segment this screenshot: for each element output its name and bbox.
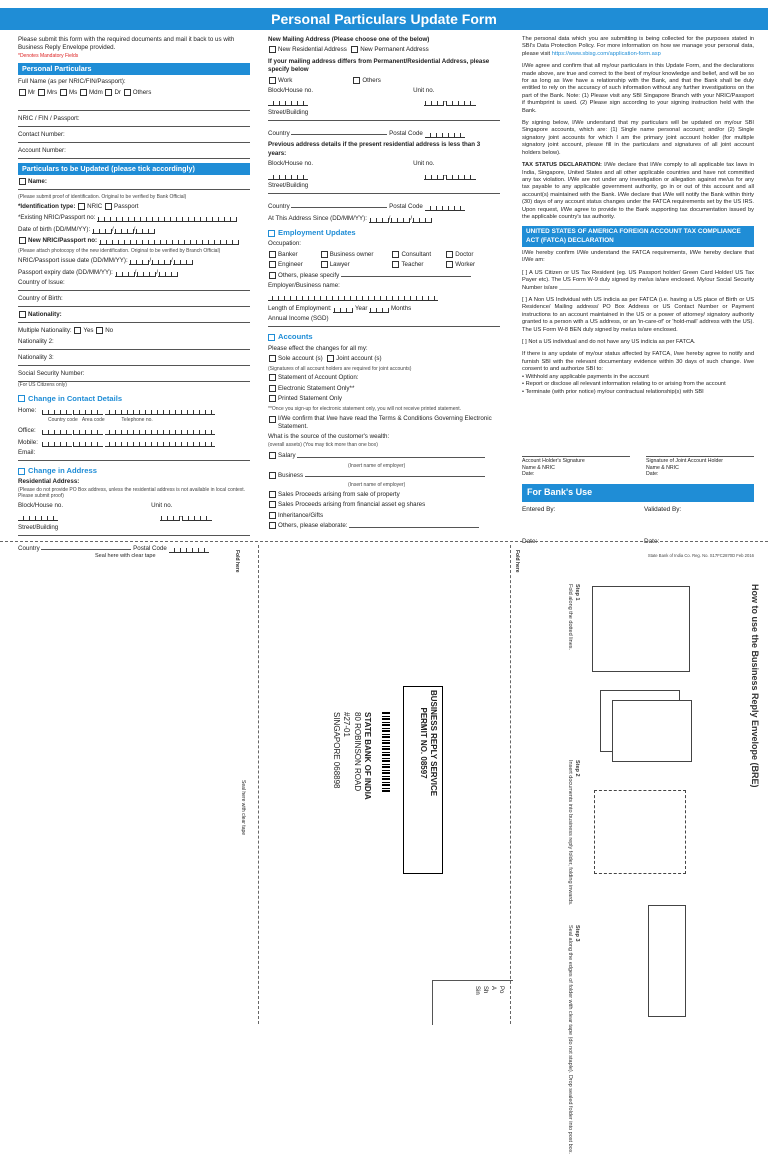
- joint-name-label: Name & NRIC: [646, 464, 679, 471]
- salary-field[interactable]: [297, 457, 485, 458]
- salutation-options: [18, 89, 250, 98]
- postal-barcode: [382, 712, 390, 792]
- nationality3-label: Nationality 3:: [18, 353, 54, 361]
- email-field[interactable]: [18, 449, 250, 461]
- checkbox-business-owner[interactable]: [321, 251, 328, 258]
- statement-note: **Once you sign-up for electronic statement only, you will not receive printed statement.: [268, 405, 462, 412]
- salutation-mdm: Mdm: [88, 88, 103, 96]
- fold-line-right: [510, 545, 511, 1024]
- occ-lawyer: Lawyer: [329, 261, 350, 269]
- checkbox-work[interactable]: [269, 77, 276, 84]
- name-note: (Please submit proof of identification. Original to be verified by Bank Official): [18, 193, 187, 200]
- full-name-label: Full Name (as per NRIC/FIN/Passport):: [18, 78, 126, 86]
- column-declarations: [522, 36, 754, 558]
- length-label: Length of Employment:: [268, 305, 332, 313]
- checkbox-others[interactable]: [124, 89, 131, 96]
- address-line-1: STATE BANK OF INDIA: [363, 712, 372, 800]
- step-2-title: Step 2: [574, 760, 580, 777]
- mail-unit-number[interactable]: [446, 97, 476, 106]
- seal-top-text: Seal here with clear tape: [95, 553, 156, 559]
- checkbox-address-change[interactable]: [18, 468, 25, 475]
- multi-no: No: [105, 327, 114, 335]
- step-1-illustration: [592, 586, 690, 672]
- wealth-sale-financial: Sales Proceeds arising from financial asset eg shares: [278, 501, 426, 509]
- employer-label: Employer/Business name:: [268, 282, 340, 290]
- fatca-bullet-1: • Withhold any applicable payments in the account: [522, 373, 649, 380]
- statement-label: Statement of Account Option:: [278, 374, 359, 382]
- reply-line-1: BUSINESS REPLY SERVICE: [429, 690, 438, 797]
- column-mailing: New Mailing Address (Please choose one of the below) New Residential Address New Permanent Address If your mailing address differs from Permanent/Residential Address, please specify below Work Others Block/House no. Unit no. - Street/Building Country Postal Code Previous address details if the present residential address is less than 3 years: Block/House no. Unit no. - Street/Building Country Postal Code At This Address Since (DD/MM/YY): Employment Updates Occupation: Banker Business owner Consultant Doctor Engineer Lawyer Teacher Worker Others, please specify Employer/Business name: Length of Employment: Year Months Annual Income (SGD) Accounts Please effect the changes for all my: Sole account (s) Joint account (s) (Signatures of all account holders are required for joint accounts) Statement of Account Option: Electronic Statement Only** Printed Statement Only **Once you sign-up for electronic statement only, you will not receive printed statement. I/We confirm that I/we have read the Terms & Conditions Governing Electronic Statement. What is the source of the customer's wealth: (overall assets) (You may tick more than one box) Salary (Insert name of employer) Business (Insert name of employer) Sales Proceeds arising from sale of property Sales Proceeds arising from financial asset eg shares Inheritance/Gifts Others, please elaborate:: [268, 36, 500, 533]
- postal-boxes[interactable]: [169, 544, 209, 553]
- checkbox-sale-property[interactable]: [269, 491, 276, 498]
- expiry-year[interactable]: [158, 268, 178, 277]
- checkbox-mdm[interactable]: [80, 89, 87, 96]
- issue-year[interactable]: [173, 256, 193, 265]
- occupations-row2: [268, 261, 500, 270]
- account-label: Account Number:: [18, 147, 66, 155]
- business-reply-text: [417, 690, 438, 796]
- address-line-2: 80 ROBINSON ROAD: [352, 712, 362, 792]
- contact-label: Contact Number:: [18, 131, 65, 139]
- ssn-field[interactable]: [18, 370, 250, 382]
- income-label: Annual Income (SGD): [268, 315, 329, 323]
- country-issue-field[interactable]: [18, 279, 250, 291]
- checkbox-accounts[interactable]: [268, 334, 275, 341]
- fatca-option-us[interactable]: [ ] A US Citizen or US Tax Resident (eg. US Passport holder/ Green Card Holder/ US Tax Payer etc). The US Form W-9 duly signed by me/us is/are enclosed. My/our Social Security Number is/are ________________: [522, 269, 754, 291]
- fold-here-left: Fold here: [234, 550, 240, 573]
- code-label-area: Area code: [81, 417, 105, 424]
- checkbox-joint[interactable]: [327, 355, 334, 362]
- wealth-sale-property: Sales Proceeds arising from sale of property: [278, 491, 400, 499]
- checkbox-confirm-terms[interactable]: [269, 416, 276, 423]
- step-2-text: Insert documents into business reply folder, folding inwards.: [566, 760, 573, 906]
- checkbox-sale-financial[interactable]: [269, 501, 276, 508]
- since-month[interactable]: [390, 214, 410, 223]
- street-label: Street/Building: [18, 523, 59, 531]
- personal-particulars-header: Personal Particulars: [18, 63, 250, 75]
- joint-signature-label: Signature of Joint Account Holder: [646, 457, 723, 464]
- mandatory-note: *Denotes Mandatory Fields: [18, 52, 79, 59]
- country-birth-label: Country of Birth:: [18, 295, 63, 303]
- country-field[interactable]: [41, 549, 131, 550]
- name-field[interactable]: [18, 178, 250, 190]
- fatca-intro: I/We hereby confirm I/We understand the FATCA requirements, I/We hereby declare that I/We am:: [522, 250, 754, 264]
- occ-consultant: Consultant: [401, 250, 432, 258]
- fatca-change: If there is any update of my/our status affected by FATCA, I/we hereby agree to notify and furnish SBI with the relevant documentary evidence within 30 days of such change. I/we consent to and authorize SBI to:: [522, 351, 754, 373]
- to-update-header: Particulars to be Updated (please tick accordingly): [18, 163, 250, 175]
- prev-postal-label: Postal Code: [389, 203, 423, 211]
- fatca-header: UNITED STATES OF AMERICA FOREIGN ACCOUNT TAX COMPLIANCE ACT (FATCA) DECLARATION: [522, 226, 754, 247]
- new-nric-note: (Please attach photocopy of the new identification. Original to be verified by Branch Official): [18, 247, 221, 254]
- checkbox-inheritance[interactable]: [269, 512, 276, 519]
- prev-country-field[interactable]: [291, 207, 387, 208]
- prev-block-boxes[interactable]: [268, 171, 308, 180]
- issue-date-label: NRIC/Passport issue date (DD/MM/YY):: [18, 257, 128, 265]
- seal-side-text: Seal here with clear tape: [240, 780, 246, 836]
- option-new-permanent: New Permanent Address: [360, 46, 429, 54]
- occ-teacher: Teacher: [401, 261, 424, 269]
- address-change-header: [18, 466, 250, 476]
- business-field[interactable]: [305, 476, 485, 477]
- occupations-row1: [268, 251, 500, 260]
- checkbox-nationality[interactable]: [19, 311, 26, 318]
- prev-street-label: Street/Building: [268, 182, 309, 190]
- occ-banker: Banker: [278, 250, 298, 258]
- occ-engineer: Engineer: [278, 261, 303, 269]
- statement-printed: Printed Statement Only: [278, 395, 342, 403]
- prev-postal-boxes[interactable]: [425, 202, 465, 211]
- joint-date-label: Date:: [646, 471, 659, 478]
- nationality-label: Nationality:: [28, 311, 62, 319]
- checkbox-printed[interactable]: [269, 395, 276, 402]
- nationality2-field[interactable]: [18, 338, 250, 350]
- step-1-text: Fold along the dotted lines.: [566, 584, 573, 651]
- step-3-title: Step 3: [574, 925, 580, 942]
- wealth-salary: Salary: [278, 452, 296, 460]
- salutation-dr: Dr: [114, 88, 121, 96]
- corner-text-4: Sin: [473, 986, 480, 995]
- id-type-label: *Identification type:: [18, 202, 76, 210]
- step-2: [566, 760, 580, 906]
- country-birth-field[interactable]: [18, 295, 250, 307]
- fold-here-right: Fold here: [514, 550, 520, 573]
- privacy-link[interactable]: https://www.sbisg.com/application-form.asp: [551, 50, 661, 57]
- statement-electronic: Electronic Statement Only**: [278, 384, 355, 392]
- code-label-telephone: Telephone no.: [121, 417, 153, 424]
- account-sole: Sole account (s): [278, 355, 323, 363]
- home-code-labels: [18, 417, 250, 424]
- occupation-label: Occupation:: [268, 240, 302, 248]
- salutation-mrs: Mrs: [46, 88, 58, 96]
- office-area[interactable]: [73, 426, 103, 435]
- address-change-title: Change in Address: [28, 466, 97, 476]
- accounts-header: [268, 332, 500, 342]
- privacy-body: The personal data which you are submitting is being collected for the purposes stated in SBI's Data Protection Policy. For more information on how we manage your personal data, please visit: [522, 36, 754, 57]
- joint-signature[interactable]: [646, 456, 754, 478]
- fatca-option-non-us[interactable]: [ ] Not a US individual and do not have any US indicia as per FATCA.: [522, 339, 696, 346]
- fatca-bullet-3: • Terminate (with prior notice) my/our contractual relationship(s) with SBI: [522, 388, 704, 395]
- checkbox-business[interactable]: [269, 472, 276, 479]
- checkbox-name[interactable]: [19, 178, 26, 185]
- nric-label: NRIC / FIN / Passport:: [18, 115, 80, 123]
- account-joint: Joint account (s): [336, 355, 382, 363]
- issue-day[interactable]: [129, 256, 149, 265]
- employer-boxes[interactable]: [268, 292, 438, 301]
- howto-title: How to use the Business Reply Envelope (BRE): [750, 584, 760, 788]
- step-1-folded-b: [612, 700, 692, 762]
- fatca-option-indicia[interactable]: [ ] A Non US Individual with US indicia as per FATCA (i.e. having a US place of Birth or US Residence/ Mailing address/ PO Box Address or US Contact Number or Payment instructions to an account maintained in the US or a power of attorney/ signatory authority granted to a person with a US address, or an 'in-care-of' or 'hold-mail' address with the US). The US Form W-8 BEN duly signed by me/us is/are enclosed.: [522, 297, 754, 333]
- prev-unit-floor[interactable]: [424, 171, 444, 180]
- checkbox-mail-others[interactable]: [353, 77, 360, 84]
- checkbox-ms[interactable]: [60, 89, 67, 96]
- employment-title: Employment Updates: [278, 228, 356, 238]
- nationality2-label: Nationality 2:: [18, 337, 54, 345]
- mail-unit-floor[interactable]: [424, 97, 444, 106]
- contact-field[interactable]: [18, 131, 250, 143]
- previous-header: Previous address details if the present residential address is less than 3 years:: [268, 141, 481, 157]
- salutation-ms: Ms: [69, 88, 78, 96]
- length-year[interactable]: [333, 304, 353, 313]
- code-label-country: Country code: [48, 417, 78, 424]
- prev-unit-number[interactable]: [446, 171, 476, 180]
- step-3-text: Seal along the edges of folder with clear tape (do not staple). Drop sealed folder into post box.: [566, 925, 573, 1154]
- option-work: Work: [278, 76, 293, 84]
- since-year[interactable]: [412, 214, 432, 223]
- name-label: Name:: [28, 177, 47, 185]
- unit-label: Unit no.: [151, 502, 173, 510]
- checkbox-statement[interactable]: [269, 374, 276, 381]
- occ-worker: Worker: [455, 261, 476, 269]
- unit-number[interactable]: [182, 512, 212, 521]
- since-day[interactable]: [369, 214, 389, 223]
- tax-declaration: [522, 162, 754, 221]
- validated-by: Validated By:: [644, 505, 682, 513]
- checkbox-new-nric[interactable]: [19, 237, 26, 244]
- fold-line-left: [258, 545, 259, 1024]
- wealth-note: (overall assets) (You may tick more than one box): [268, 441, 378, 448]
- mobile-label: Mobile:: [18, 438, 38, 446]
- email-label: Email:: [18, 449, 36, 457]
- checkbox-employment[interactable]: [268, 230, 275, 237]
- block-boxes[interactable]: [18, 512, 58, 521]
- signing-text: By signing below, I/We understand that my particulars will be updated on my/our SBI Singapore accounts, which are: (1) Single name personal account; and/or (2) Single signatory joint accounts for which I am the primary joint account holder (for multiple signatory joint account, please fill in the particulars and signatures of all joint account holders below).: [522, 120, 754, 156]
- checkbox-mrs[interactable]: [38, 89, 45, 96]
- form-title: Personal Particulars Update Form: [0, 8, 768, 30]
- mobile-area[interactable]: [73, 438, 103, 447]
- occ-others-label: Others, please specify: [278, 271, 340, 279]
- occ-doctor: Doctor: [455, 250, 474, 258]
- nationality-field[interactable]: [18, 311, 250, 323]
- checkbox-consultant[interactable]: [392, 251, 399, 258]
- nric-field[interactable]: [18, 115, 250, 127]
- postal-label: Postal Code: [133, 545, 167, 553]
- multiple-nationality-label: Multiple Nationality:: [18, 327, 72, 335]
- reply-line-2: PERMIT NO. 08597: [418, 707, 428, 779]
- mobile-number[interactable]: [105, 438, 215, 447]
- wealth-others-field[interactable]: [349, 527, 479, 528]
- primary-date-label: Date:: [522, 471, 535, 478]
- checkbox-wealth-others[interactable]: [269, 522, 276, 529]
- mail-block-boxes[interactable]: [268, 97, 308, 106]
- footer-reg: State Bank of India Co. Reg. No. S17FC2870D Feb 2016: [647, 552, 754, 558]
- primary-name-label: Name & NRIC: [522, 464, 555, 471]
- checkbox-sole[interactable]: [269, 355, 276, 362]
- wealth-others: Others, please elaborate:: [278, 522, 348, 530]
- new-nric-label: New NRIC/Passport no:: [28, 237, 98, 245]
- corner-text-2: A: [489, 986, 496, 991]
- address-line-4: SINGAPORE 068898: [331, 712, 341, 789]
- checkbox-occ-others[interactable]: [269, 272, 276, 279]
- dob-month[interactable]: [114, 225, 134, 234]
- checkbox-lawyer[interactable]: [321, 261, 328, 268]
- office-label: Office:: [18, 427, 36, 435]
- country-issue-label: Country of Issue:: [18, 279, 65, 287]
- existing-nric-label: *Existing NRIC/Passport no:: [18, 214, 96, 222]
- bank-date-1: Date:: [522, 538, 538, 546]
- corner-cut-text: [473, 986, 505, 995]
- new-nric-boxes[interactable]: [99, 236, 239, 245]
- country-label: Country: [18, 545, 40, 553]
- mailing-header: New Mailing Address (Please choose one of the below): [268, 36, 430, 43]
- wealth-label: What is the source of the customer's wealth:: [268, 433, 390, 441]
- account-field[interactable]: [18, 147, 250, 159]
- home-number[interactable]: [105, 406, 215, 415]
- checkbox-salary[interactable]: [269, 452, 276, 459]
- employment-header: [268, 228, 500, 238]
- mail-country-label: Country: [268, 130, 290, 138]
- expiry-label: Passport expiry date (DD/MM/YY):: [18, 268, 113, 276]
- accounts-intro: Please effect the changes for all my:: [268, 344, 368, 352]
- tax-label: TAX STATUS DECLARATION:: [522, 162, 602, 169]
- contact-details-header: [18, 394, 250, 404]
- checkbox-worker[interactable]: [446, 261, 453, 268]
- nationality3-field[interactable]: [18, 354, 250, 366]
- address-line-3: #27-01: [342, 712, 352, 737]
- step-3: [566, 925, 580, 1154]
- street-field[interactable]: [18, 524, 250, 536]
- prev-street-field[interactable]: [268, 182, 500, 194]
- option-new-residential: New Residential Address: [278, 46, 347, 54]
- expiry-month[interactable]: [136, 268, 156, 277]
- checkbox-doctor[interactable]: [446, 251, 453, 258]
- intro-text: Please submit this form with the required documents and mail it back to us with Business Reply Envelope provided.: [18, 36, 235, 52]
- unit-floor[interactable]: [160, 512, 180, 521]
- existing-nric-boxes[interactable]: [97, 213, 237, 222]
- step-2-illustration: [594, 790, 686, 874]
- salutation-others: Others: [132, 88, 152, 96]
- occ-others-field[interactable]: [341, 276, 471, 277]
- wealth-business: Business: [278, 471, 304, 479]
- ssn-label: Social Security Number:: [18, 369, 85, 377]
- home-area[interactable]: [73, 406, 103, 415]
- prev-country-label: Country: [268, 203, 290, 211]
- checkbox-multi-yes[interactable]: [74, 327, 81, 334]
- checkbox-new-permanent[interactable]: [351, 46, 358, 53]
- bank-date-2: Date:: [644, 538, 660, 546]
- block-label: Block/House no.: [18, 502, 64, 510]
- option-others: Others: [362, 76, 381, 84]
- entered-by: Entered By:: [522, 505, 556, 513]
- mail-street-label: Street/Building: [268, 108, 309, 116]
- dob-year[interactable]: [135, 225, 155, 234]
- office-number[interactable]: [105, 426, 215, 435]
- checkbox-mr[interactable]: [19, 89, 26, 96]
- mobile-country[interactable]: [42, 438, 72, 447]
- business-hint: (Insert name of employer): [348, 482, 406, 489]
- checkbox-teacher[interactable]: [392, 261, 399, 268]
- tax-text: I/We declare that I/We comply to all applicable tax laws in India, Singapore, United States and all other applicable countries and have not committed any tax violation. I/We are not under any investigation or allegation against me/us for any tax payable to any applicable government authority, go in or out of this account and all account(s) maintained with the Bank. I/We declare that I/We will notify the Bank within thirty (30) days of any account status changes under the FATCA requirements set by the US IRS. Upon request, I/We agree to provide to the Bank supporting tax documentation issued by the applicable country's tax authority.: [522, 162, 754, 220]
- expiry-day[interactable]: [115, 268, 135, 277]
- differs-header: If your mailing address differs from Permanent/Residential Address, please specify below: [268, 57, 490, 74]
- checkbox-new-residential[interactable]: [269, 46, 276, 53]
- primary-signature-label: Account Holder's Signature: [522, 457, 585, 464]
- checkbox-banker[interactable]: [269, 251, 276, 258]
- accounts-title: Accounts: [278, 332, 313, 342]
- issue-month[interactable]: [151, 256, 171, 265]
- accounts-note: (Signatures of all account holders are required for joint accounts): [268, 365, 412, 372]
- full-name-field[interactable]: [18, 99, 250, 111]
- step-1: [566, 584, 580, 650]
- step-1-title: Step 1: [574, 584, 580, 601]
- prev-block-label: Block/House no.: [268, 160, 314, 168]
- mail-block-label: Block/House no.: [268, 87, 314, 95]
- checkbox-contact-details[interactable]: [18, 395, 25, 402]
- home-country[interactable]: [42, 406, 72, 415]
- checkbox-engineer[interactable]: [269, 261, 276, 268]
- bank-use-entered-row: [522, 506, 754, 514]
- checkbox-passport[interactable]: [105, 203, 112, 210]
- bank-use-header: For Bank's Use: [522, 484, 754, 502]
- step-3-illustration: [648, 905, 686, 1017]
- bank-use-date-row: [522, 538, 754, 546]
- year-label: Year: [354, 305, 368, 313]
- home-label: Home:: [18, 406, 37, 414]
- since-label: At This Address Since (DD/MM/YY):: [268, 214, 367, 222]
- bank-address: [330, 712, 372, 800]
- office-country[interactable]: [42, 426, 72, 435]
- multi-yes: Yes: [83, 327, 94, 335]
- id-type-passport: Passport: [114, 202, 139, 210]
- primary-signature[interactable]: [522, 456, 630, 478]
- privacy-text: [522, 36, 754, 58]
- ssn-note: (For US Citizens only): [18, 381, 67, 388]
- prev-unit-label: Unit no.: [413, 160, 435, 168]
- signature-row: [522, 456, 754, 478]
- mail-postal-label: Postal Code: [389, 130, 423, 138]
- checkbox-multi-no[interactable]: [96, 327, 103, 334]
- residential-note: (Please do not provide PO Box address, unless the residential address is not available in local context. Please submit proof): [18, 486, 246, 500]
- declaration-text: I/We agree and confirm that all my/our particulars in this Update Form, and the declarations made above, are true and correct to the best of my/our knowledge and belief, and will be so for as long as I/we have a relationship with the Bank, and that the Bank shall be duly entitled to rely on the accuracy of such information without any further investigations on the part of the Bank. Note: (1) Please visit any SBI Singapore Branch with your NRIC/Passport if thumbprint is used. (2) Please sign according to your signing instruction held with the Bank.: [522, 63, 754, 114]
- contact-details-title: Change in Contact Details: [28, 393, 123, 403]
- wealth-inheritance: Inheritance/Gifts: [278, 512, 324, 520]
- salary-hint: (Insert name of employer): [348, 462, 406, 469]
- residential-label: Residential Address:: [18, 478, 80, 486]
- checkbox-electronic[interactable]: [269, 385, 276, 392]
- column-personal: Please submit this form with the required documents and mail it back to us with Business Reply Envelope provided. *Denotes Mandatory Fields Personal Particulars Full Name (as per NRIC/FIN/Passport): Mr Mrs Ms Mdm Dr Others NRIC / FIN / Passport: Contact Number: Account Number: Particulars to be Updated (please tick accordingly) Name: (Please submit proof of identification. Original to be verified by Bank Official) *Identification type: NRIC Passport *Existing NRIC/Passport no: Date of birth (DD/MM/YY): New NRIC/Passport no: (Please attach photocopy of the new identification. Original to be verified by Branch Official) NRIC/Passport issue date (DD/MM/YY): Passport expiry date (DD/MM/YY): Country of Issue: Country of Birth: Nationality: Multiple Nationality: Yes No Nationality 2: Nationality 3: Social Security Number: (For US Citizens only) Change in Contact Details Home: Country code Area code Telephone no. Office: Mobile: Email: Change in Address Residential Address: (Please do not provide PO Box address, unless the residential address is not available in local context. Please submit proof) Block/House no. Unit no. - Street/Building Country Postal Code: [18, 36, 250, 555]
- corner-text-1: Po: [498, 986, 504, 994]
- length-months[interactable]: [369, 304, 389, 313]
- checkbox-nric[interactable]: [78, 203, 85, 210]
- confirm-terms-text: I/We confirm that I/we have read the Terms & Conditions Governing Electronic Statement.: [278, 414, 492, 430]
- dob-label: Date of birth (DD/MM/YY):: [18, 225, 91, 233]
- corner-text-3: Sh: [481, 986, 488, 994]
- mail-country-field[interactable]: [291, 134, 387, 135]
- income-field[interactable]: [268, 315, 500, 327]
- fatca-bullet-2: • Report or disclose all relevant information relating to or arising from the account: [522, 381, 726, 388]
- fold-line-horizontal: [0, 541, 768, 542]
- dob-day[interactable]: [92, 225, 112, 234]
- months-label: Months: [390, 305, 412, 313]
- salutation-mr: Mr: [28, 88, 36, 96]
- mail-unit-label: Unit no.: [413, 87, 435, 95]
- id-type-nric: NRIC: [87, 202, 103, 210]
- checkbox-dr[interactable]: [105, 89, 112, 96]
- occ-business-owner: Business owner: [329, 250, 374, 258]
- mail-street-field[interactable]: [268, 109, 500, 121]
- mail-postal-boxes[interactable]: [425, 129, 465, 138]
